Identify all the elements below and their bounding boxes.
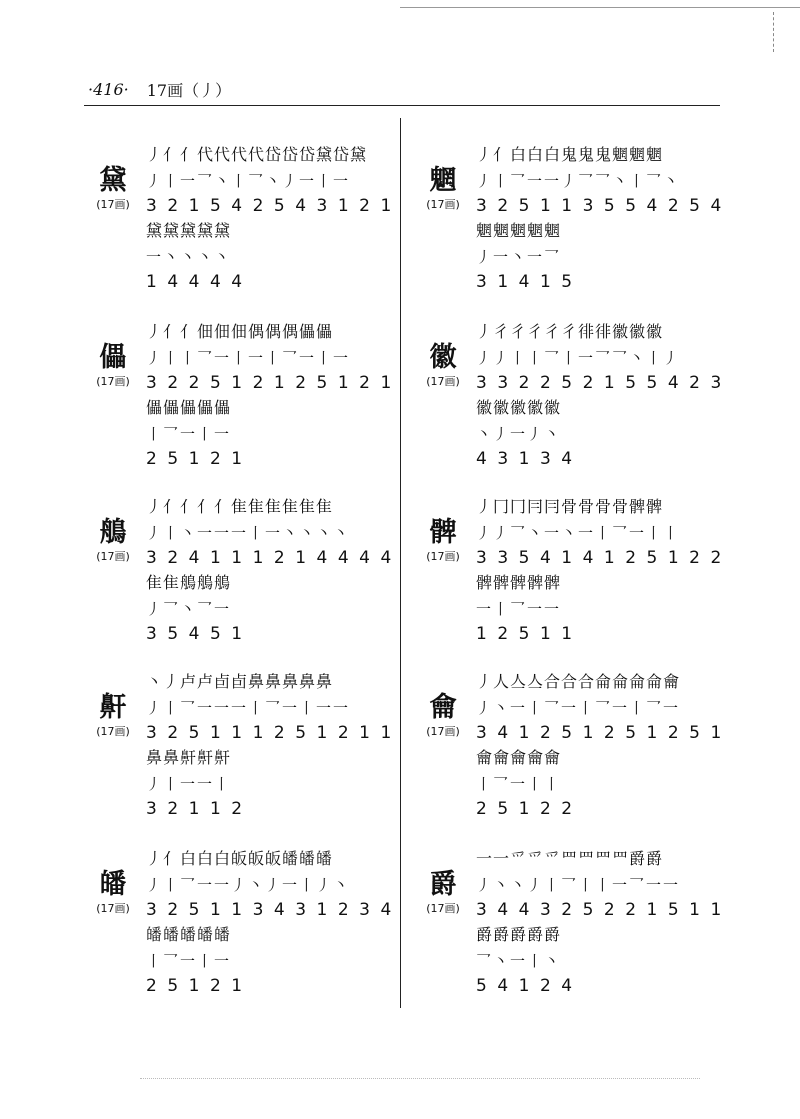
stroke-progression: 丿亻白白白皈皈皈皤皤皤 (146, 849, 334, 868)
stroke-progression: 丿亻亻佃佃佃偶偶偶儡儡 (146, 322, 334, 341)
scan-side-mark (773, 12, 776, 52)
stroke-numbers-continued: 14444 (146, 272, 253, 292)
entry-yue (418, 665, 732, 845)
entry-character: 髀 (429, 517, 457, 548)
scan-footer-artifact (140, 1078, 700, 1079)
entry-character: 皤 (99, 869, 127, 900)
stroke-numbers: 335414125122 (476, 548, 732, 568)
stroke-numbers-continued: 31415 (476, 272, 583, 292)
stroke-shapes-continued: 乛丶一丨丶 (476, 952, 562, 970)
stroke-progression-continued: 黛黛黛黛黛 (146, 221, 232, 240)
stroke-numbers: 332252155423 (476, 373, 732, 393)
stroke-progression-continued: 爵爵爵爵爵 (476, 925, 562, 944)
stroke-shapes: 丿丿乛丶一丶一丨乛一丨丨 (476, 524, 681, 542)
page-number: ·416· (88, 79, 129, 99)
entry-character: 龠 (429, 692, 457, 723)
stroke-count: (17画) (426, 725, 460, 738)
stroke-numbers-continued: 25121 (146, 976, 253, 996)
stroke-numbers-continued: 25122 (476, 799, 583, 819)
stroke-numbers-continued: 25121 (146, 449, 253, 469)
stroke-numbers: 341251251251 (476, 723, 732, 743)
section-title: 17画（丿） (146, 80, 232, 100)
stroke-progression-continued: 龠龠龠龠龠 (476, 748, 562, 767)
stroke-numbers-continued: 43134 (476, 449, 583, 469)
stroke-count: (17画) (426, 550, 460, 563)
stroke-numbers-continued: 12511 (476, 624, 583, 644)
entry-po (88, 842, 402, 1022)
stroke-numbers: 325113431234 (146, 900, 402, 920)
stroke-progression-continued: 皤皤皤皤皤 (146, 925, 232, 944)
entry-jue (418, 842, 732, 1022)
stroke-progression: 丶丿卢卢卣卣鼻鼻鼻鼻鼻 (146, 672, 334, 691)
stroke-numbers: 321542543121 (146, 196, 402, 216)
stroke-shapes-continued: 丿丨一一丨 (146, 775, 232, 793)
stroke-shapes: 丿丨丨乛一丨一丨乛一丨一 (146, 349, 351, 367)
stroke-shapes: 丿丨乛一一丿丶丿一丨丿丶 (146, 876, 351, 894)
stroke-numbers-continued: 35451 (146, 624, 253, 644)
stroke-shapes: 丿丨丶一一一丨一丶丶丶丶 (146, 524, 351, 542)
entry-character: 徽 (429, 342, 457, 373)
entry-character: 儡 (99, 342, 127, 373)
stroke-shapes: 丿丨一乛丶丨乛丶丿一丨一 (146, 172, 351, 190)
stroke-shapes: 丿丶一丨乛一丨乛一丨乛一 (476, 699, 681, 717)
stroke-shapes-continued: 一丶丶丶丶 (146, 248, 232, 266)
stroke-progression: 丿人亼亼合合合侖侖侖侖龠 (476, 672, 681, 691)
entry-zhou (88, 490, 402, 670)
stroke-shapes-continued: 丿乛丶乛一 (146, 600, 232, 618)
entry-wang (418, 138, 732, 318)
entry-hui (418, 315, 732, 495)
stroke-shapes-continued: 丿一丶一乛 (476, 248, 562, 266)
stroke-progression-continued: 髀髀髀髀髀 (476, 573, 562, 592)
stroke-progression-continued: 儡儡儡儡儡 (146, 398, 232, 417)
stroke-shapes: 丿丨乛一一一丨乛一丨一一 (146, 699, 351, 717)
stroke-progression: 丿冂冂冃冃骨骨骨骨髀髀 (476, 497, 664, 516)
stroke-count: (17画) (96, 198, 130, 211)
entry-lei (88, 315, 402, 495)
stroke-numbers: 322512125121 (146, 373, 402, 393)
stroke-shapes: 丿丨乛一一丿乛乛丶丨乛丶 (476, 172, 681, 190)
stroke-progression-continued: 徽徽徽徽徽 (476, 398, 562, 417)
stroke-count: (17画) (426, 375, 460, 388)
stroke-count: (17画) (96, 902, 130, 915)
stroke-progression-continued: 魍魍魍魍魍 (476, 221, 562, 240)
entry-character: 鼾 (99, 692, 127, 723)
entry-character: 黛 (99, 165, 127, 196)
stroke-count: (17画) (96, 375, 130, 388)
entry-character: 鵃 (99, 517, 127, 548)
stroke-numbers: 325113554254 (476, 196, 732, 216)
stroke-shapes: 丿丿丨丨乛丨一乛乛丶丨丿 (476, 349, 681, 367)
stroke-progression: 丿亻白白白鬼鬼鬼魍魍魍 (476, 145, 664, 164)
stroke-progression-continued: 鼻鼻鼾鼾鼾 (146, 748, 232, 767)
stroke-count: (17画) (426, 902, 460, 915)
stroke-progression: 丿彳彳彳彳彳徘徘徽徽徽 (476, 322, 664, 341)
stroke-count: (17画) (426, 198, 460, 211)
stroke-numbers-continued: 32112 (146, 799, 253, 819)
page-header (88, 76, 718, 102)
stroke-numbers-continued: 54124 (476, 976, 583, 996)
header-rule (84, 105, 720, 106)
stroke-progression: 丿亻亻代代代代岱岱岱黛岱黛 (146, 145, 368, 164)
stroke-count: (17画) (96, 725, 130, 738)
stroke-shapes-continued: 丨乛一丨一 (146, 425, 232, 443)
stroke-numbers: 325111251211 (146, 723, 402, 743)
stroke-count: (17画) (96, 550, 130, 563)
stroke-shapes: 丿丶丶丿丨乛丨丨一乛一一 (476, 876, 681, 894)
entry-character: 爵 (429, 869, 457, 900)
stroke-numbers: 344325221511 (476, 900, 732, 920)
stroke-shapes-continued: 丨乛一丨丨 (476, 775, 562, 793)
stroke-shapes-continued: 丨乛一丨一 (146, 952, 232, 970)
stroke-shapes-continued: 一丨乛一一 (476, 600, 562, 618)
stroke-progression-continued: 隹隹鵃鵃鵃 (146, 573, 232, 592)
entry-character: 魍 (429, 165, 457, 196)
entry-bi (418, 490, 732, 670)
stroke-progression: 一一爫爫爫罒罒罒罒爵爵 (476, 849, 664, 868)
scan-top-line (400, 7, 800, 8)
entry-dai (88, 138, 402, 318)
entry-han (88, 665, 402, 845)
stroke-progression: 丿亻亻亻亻隹隹隹隹隹隹 (146, 497, 334, 516)
stroke-numbers: 324111214444 (146, 548, 402, 568)
stroke-shapes-continued: 丶丿一丿丶 (476, 425, 562, 443)
